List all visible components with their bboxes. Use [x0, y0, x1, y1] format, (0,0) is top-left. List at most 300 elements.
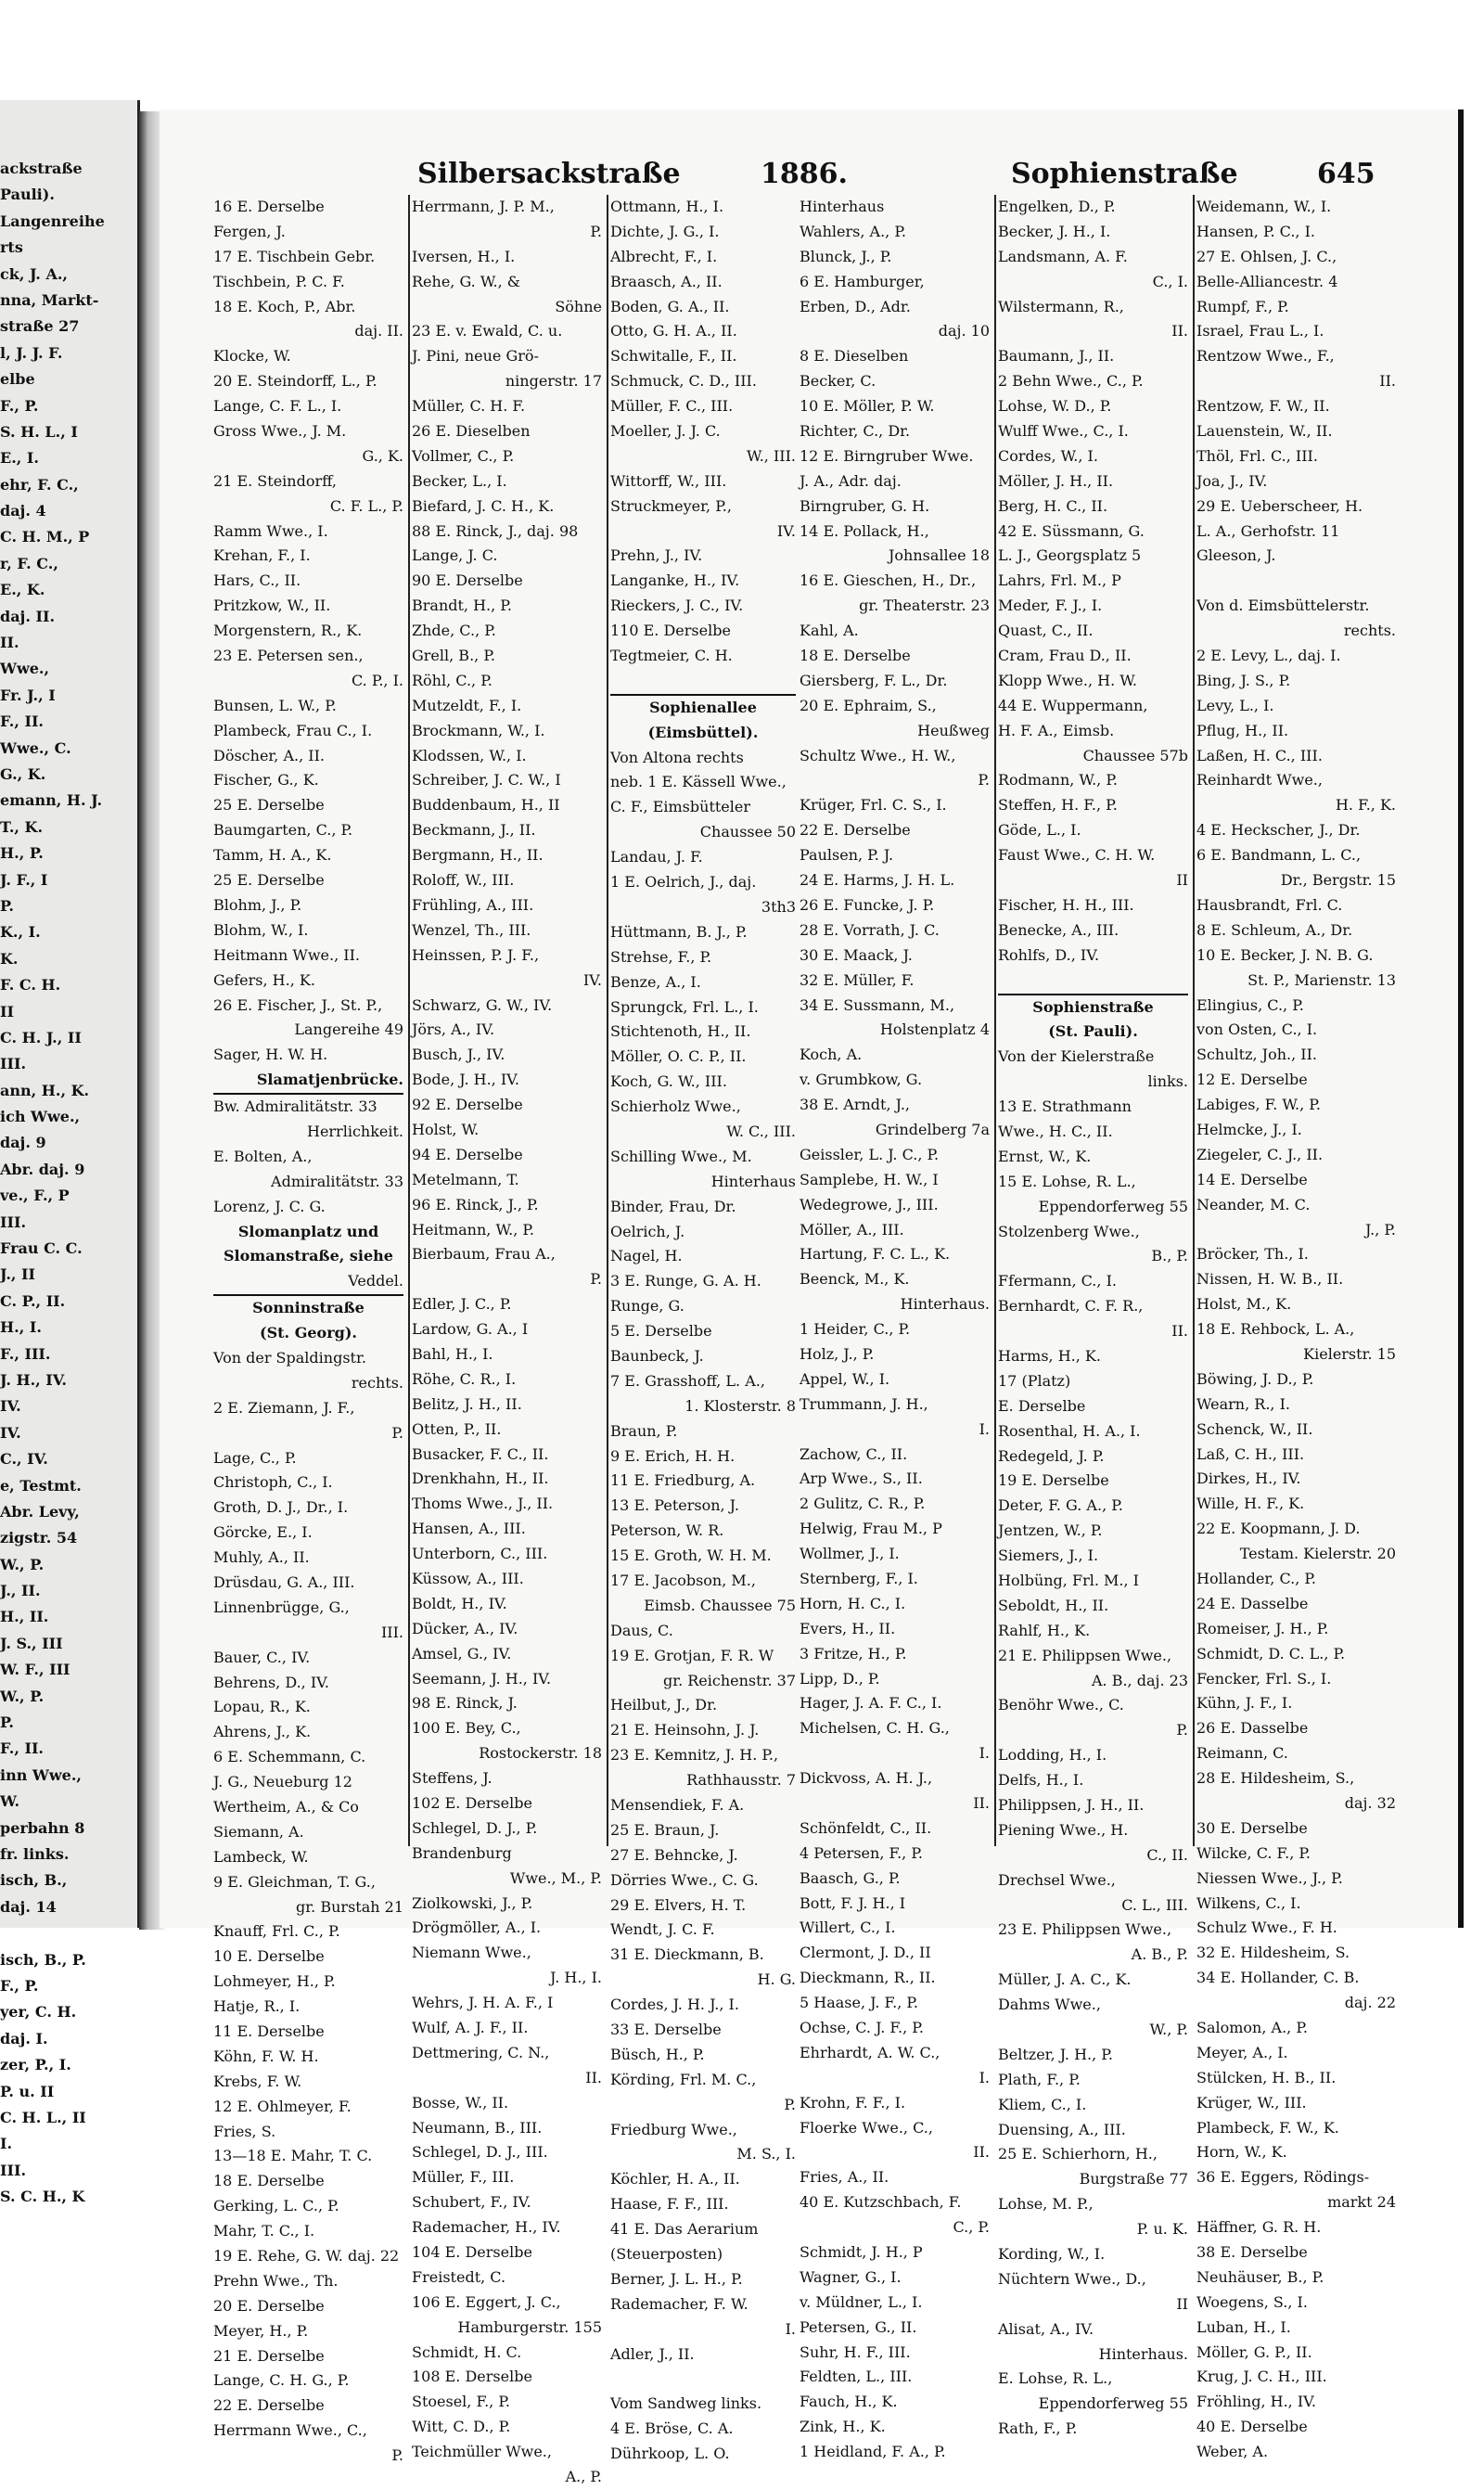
directory-entry: Romeiser, J. H., P. — [1196, 1619, 1329, 1637]
directory-entry: Boden, G. A., II. — [610, 297, 730, 315]
directory-entry: Kielerstr. 15 — [1303, 1344, 1396, 1363]
directory-entry: Haase, F. F., III. — [610, 2195, 729, 2214]
directory-entry: Von der Spaldingstr. — [213, 1348, 366, 1367]
directory-entry: Luban, H., I. — [1196, 2317, 1291, 2336]
left-fragment-line: I. — [0, 2135, 13, 2153]
directory-entry: Hüttmann, B. J., P. — [610, 922, 748, 941]
directory-entry: v. Müldner, L., I. — [800, 2292, 923, 2311]
directory-entry: Klocke, W. — [213, 347, 291, 366]
directory-entry: 28 E. Hildesheim, S., — [1196, 1769, 1355, 1788]
directory-entry: Lohse, M. P., — [998, 2195, 1094, 2214]
directory-entry: 10 E. Becker, J. N. B. G. — [1196, 945, 1374, 964]
directory-entry: Mahr, T. C., I. — [213, 2222, 315, 2240]
directory-entry: C. F. L., P. — [329, 496, 403, 515]
directory-entry: J., P. — [1364, 1220, 1396, 1239]
directory-entry: Schlegel, D. J., III. — [412, 2143, 548, 2162]
directory-entry: Gerking, L. C., P. — [213, 2197, 339, 2215]
street-heading: Sonninstraße — [252, 1299, 365, 1317]
directory-entry: Rentzow Wwe., F., — [1196, 347, 1335, 366]
directory-entry: 26 E. Funcke, J. P. — [800, 895, 935, 914]
left-fragment-line: F., II. — [0, 712, 44, 731]
directory-entry: Rosenthal, H. A., I. — [998, 1421, 1141, 1440]
directory-entry: Bergmann, H., II. — [412, 846, 544, 865]
directory-entry: Blunck, J., P. — [800, 247, 892, 265]
directory-entry: 21 E. Philippsen Wwe., — [998, 1646, 1172, 1664]
directory-entry: Braun, P. — [610, 1421, 678, 1440]
directory-entry: Seboldt, H., II. — [998, 1596, 1109, 1614]
directory-entry: Bott, F. J. H., I — [800, 1893, 906, 1912]
directory-entry: Braasch, A., II. — [610, 272, 723, 290]
directory-entry: Duensing, A., III. — [998, 2120, 1126, 2138]
left-fragment-line: C. P., II. — [0, 1291, 66, 1310]
directory-entry: 20 E. Ephraim, S., — [800, 696, 937, 714]
directory-entry: Hansen, A., III. — [412, 1520, 526, 1538]
directory-entry: II. — [1379, 372, 1396, 391]
left-fragment-line: E., I. — [0, 449, 39, 468]
directory-entry: 104 E. Derselbe — [412, 2243, 532, 2262]
directory-entry: 16 E. Derselbe — [213, 198, 325, 215]
directory-entry: Jentzen, W., P. — [998, 1521, 1103, 1540]
left-fragment-line: Abr. daj. 9 — [0, 1160, 85, 1178]
directory-entry: Zhde, C., P. — [412, 622, 496, 640]
directory-entry: Neumann, B., III. — [412, 2118, 543, 2137]
directory-entry: Bw. Admiralitätstr. 33 — [213, 1097, 377, 1116]
directory-entry: Bierbaum, Frau A., — [412, 1245, 556, 1264]
directory-entry: Heußweg — [917, 721, 990, 739]
directory-entry: 2 Gulitz, C. R., P. — [800, 1495, 926, 1513]
directory-entry: Schilling Wwe., M. — [610, 1147, 752, 1165]
directory-entry: Tischbein, P. C. F. — [213, 272, 345, 290]
directory-entry: A. B., daj. 23 — [1091, 1671, 1188, 1689]
directory-entry: 42 E. Süssmann, G. — [998, 521, 1145, 540]
directory-entry: Busacker, F. C., II. — [412, 1444, 549, 1463]
directory-entry: 10 E. Möller, P. W. — [800, 397, 935, 416]
directory-entry: Schreiber, J. C. W., I — [412, 771, 561, 789]
directory-entry: Dr., Bergstr. 15 — [1280, 871, 1396, 890]
directory-entry: Dörries Wwe., C. G. — [610, 1870, 759, 1889]
directory-entry: 27 E. Behncke, J. — [610, 1845, 738, 1864]
left-fragment-line: H., I. — [0, 1318, 42, 1337]
directory-entry: rechts. — [351, 1373, 403, 1392]
street-heading: Sophienallee — [649, 698, 757, 716]
left-fragment-line: T., K. — [0, 817, 44, 836]
directory-entry: Ehrhardt, A. W. C., — [800, 2043, 940, 2061]
directory-entry: Niemann Wwe., — [412, 1944, 531, 1962]
directory-entry: 13—18 E. Mahr, T. C. — [213, 2147, 373, 2165]
directory-entry: P. — [590, 222, 602, 240]
directory-entry: 12 E. Derselbe — [1196, 1071, 1308, 1089]
left-fragment-line: K. — [0, 949, 19, 968]
directory-entry: C. F., Eimsbütteler — [610, 798, 750, 816]
directory-entry: Von der Kielerstraße — [998, 1047, 1155, 1066]
directory-entry: 1 Heidland, F. A., P. — [800, 2443, 946, 2461]
directory-entry: 8 E. Dieselben — [800, 347, 909, 366]
directory-entry: Siemers, J., I. — [998, 1547, 1099, 1565]
directory-entry — [610, 2367, 796, 2392]
directory-entry: Amsel, G., IV. — [412, 1644, 512, 1662]
directory-entry: 2 E. Ziemann, J. F., — [213, 1398, 355, 1417]
directory-entry: Wilkens, C., I. — [1196, 1893, 1301, 1912]
directory-entry: Bahl, H., I. — [412, 1344, 493, 1363]
directory-entry: Erben, D., Adr. — [800, 297, 911, 315]
directory-entry: C., I. — [1152, 272, 1188, 290]
directory-entry: 22 E. Koopmann, J. D. — [1196, 1520, 1361, 1538]
directory-entry: Landsmann, A. F. — [998, 247, 1128, 265]
directory-entry: B., P. — [1151, 1247, 1188, 1265]
directory-entry: Rehe, G. W., & — [412, 272, 520, 290]
directory-entry: Schmuck, C. D., III. — [610, 372, 757, 391]
directory-entry: Häffner, G. R. H. — [1196, 2218, 1322, 2237]
left-fragment-line: daj. 9 — [0, 1134, 46, 1152]
directory-entry: 34 E. Hollander, C. B. — [1196, 1969, 1360, 1987]
directory-entry: Tegtmeier, C. H. — [610, 647, 733, 665]
directory-entry: Benecke, A., III. — [998, 920, 1119, 939]
directory-entry: Göde, L., I. — [998, 821, 1081, 840]
left-fragment-line: ck, J. A., — [0, 264, 68, 283]
directory-entry: Iversen, H., I. — [412, 247, 516, 265]
directory-entry: Baumann, J., II. — [998, 347, 1115, 366]
directory-entry: Wehrs, J. H. A. F., I — [412, 1994, 554, 2012]
left-fragment-line: fr. links. — [0, 1845, 70, 1863]
directory-entry: 36 E. Eggers, Rödings- — [1196, 2168, 1370, 2187]
directory-entry: P. — [1176, 1721, 1188, 1739]
left-fragment-line: e, Testmt. — [0, 1476, 82, 1495]
left-fragment-line: G., K. — [0, 764, 46, 783]
left-fragment-line: Fr. J., I — [0, 686, 56, 704]
directory-entry: Dichte, J. G., I. — [610, 222, 720, 240]
directory-entry: Grindelberg 7a — [875, 1120, 990, 1138]
left-fragment-line: III. — [0, 1055, 27, 1073]
street-heading: Sophienstraße — [1032, 997, 1154, 1016]
directory-entry: Dirkes, H., IV. — [1196, 1470, 1301, 1488]
left-fragment-line: W., P. — [0, 1687, 45, 1705]
directory-entry: Giersberg, F. L., Dr. — [800, 671, 948, 689]
directory-entry: Krüger, Frl. C. S., I. — [800, 796, 947, 815]
directory-entry: 94 E. Derselbe — [412, 1145, 523, 1163]
directory-entry: 25 E. Derselbe — [213, 796, 325, 815]
directory-entry: Nissen, H. W. B., II. — [1196, 1270, 1344, 1289]
directory-entry: Buddenbaum, H., II — [412, 796, 560, 815]
directory-entry: 26 E. Fischer, J., St. P., — [213, 995, 383, 1014]
directory-entry: Zachow, C., II. — [800, 1444, 908, 1463]
directory-entry: gr. Theaterstr. 23 — [859, 597, 990, 615]
left-fragment-line: II — [0, 1002, 14, 1020]
directory-entry: Gleeson, J. — [1196, 546, 1276, 565]
directory-entry: Admiralitätstr. 33 — [271, 1172, 403, 1190]
directory-entry: J. A., Adr. daj. — [800, 471, 902, 490]
directory-entry: 17 (Platz) — [998, 1371, 1071, 1390]
directory-entry: Albrecht, F., I. — [610, 247, 718, 265]
left-fragment-line: l, J. J. F. — [0, 343, 63, 362]
directory-entry: Vom Sandweg links. — [610, 2394, 762, 2413]
left-fragment-line: straße 27 — [0, 317, 80, 336]
directory-entry: Meder, F. J., I. — [998, 597, 1103, 615]
directory-entry: Döscher, A., II. — [213, 746, 326, 764]
street-heading: Slomanplatz und — [237, 1222, 379, 1240]
directory-entry: gr. Burstah 21 — [296, 1897, 403, 1916]
directory-entry: Lage, C., P. — [213, 1448, 297, 1467]
directory-entry: Gefers, H., K. — [213, 970, 315, 989]
directory-entry: Mutzeldt, F., I. — [412, 696, 522, 714]
directory-entry: 4 Petersen, F., P. — [800, 1843, 923, 1862]
directory-entry: Jörs, A., IV. — [412, 1020, 495, 1039]
directory-entry: Unterborn, C., III. — [412, 1545, 548, 1563]
directory-entry: 41 E. Das Aerarium — [610, 2220, 759, 2239]
directory-entry: 17 E. Tischbein Gebr. — [213, 247, 376, 265]
directory-entry: Prehn, J., IV. — [610, 546, 703, 565]
directory-entry: Koch, A. — [800, 1046, 863, 1064]
directory-entry: Köhn, F. W. H. — [213, 2047, 319, 2065]
left-fragment-line: H., P. — [0, 844, 44, 863]
directory-entry: Ernst, W., K. — [998, 1147, 1092, 1165]
directory-entry: Kahl, A. — [800, 622, 859, 640]
directory-entry: P. — [784, 2095, 796, 2113]
directory-entry: Fries, A., II. — [800, 2168, 889, 2187]
directory-entry: 106 E. Eggert, J. C., — [412, 2292, 561, 2311]
directory-entry: 12 E. Ohlmeyer, F. — [213, 2097, 352, 2115]
left-fragment-line: III. — [0, 1213, 27, 1231]
directory-entry: Möller, G. P., II. — [1196, 2342, 1312, 2361]
directory-entry: Bröcker, Th., I. — [1196, 1245, 1309, 1264]
directory-entry: Berg, H. C., II. — [998, 496, 1108, 515]
directory-entry: II — [1176, 871, 1188, 890]
directory-entry: Johnsallee 18 — [888, 546, 990, 565]
directory-entry: Wwe., H. C., II. — [998, 1122, 1113, 1140]
directory-entry: Hatje, R., I. — [213, 1997, 301, 2016]
directory-entry: 13 E. Peterson, J. — [610, 1496, 739, 1515]
directory-entry: Schenck, W., II. — [1196, 1419, 1313, 1438]
directory-entry: 18 E. Derselbe — [213, 2172, 325, 2190]
directory-entry: 30 E. Derselbe — [1196, 1818, 1308, 1837]
street-heading: Slomanstraße, siehe — [224, 1247, 393, 1265]
directory-entry: Küssow, A., III. — [412, 1569, 524, 1587]
directory-entry: Dücker, A., IV. — [412, 1619, 518, 1637]
directory-entry: Birngruber, G. H. — [800, 496, 930, 515]
left-fragment-line: ackstraße — [0, 160, 83, 177]
directory-entry: Fencker, Frl. S., I. — [1196, 1669, 1332, 1688]
directory-entry: 20 E. Derselbe — [213, 2296, 325, 2315]
directory-entry: Labiges, F. W., P. — [1196, 1096, 1321, 1114]
directory-entry: Köchler, H. A., II. — [610, 2170, 740, 2188]
directory-entry: C. P., I. — [351, 671, 403, 689]
directory-entry: Otten, P., II. — [412, 1419, 502, 1438]
left-fragment-line: F., III. — [0, 1344, 51, 1363]
directory-entry: gr. Reichenstr. 37 — [662, 1671, 796, 1689]
directory-entry: Herrlichkeit. — [306, 1122, 403, 1140]
directory-entry: Stülcken, H. B., II. — [1196, 2068, 1337, 2086]
directory-column-5 — [998, 195, 1188, 2442]
left-fragment-line: S. H. L., I — [0, 422, 78, 441]
directory-entry: Röhe, C. R., I. — [412, 1369, 517, 1388]
directory-entry: Stoesel, F., P. — [412, 2393, 510, 2411]
left-fragment-line: J., II. — [0, 1582, 41, 1600]
left-fragment-line: K., I. — [0, 923, 41, 942]
directory-entry: E. Bolten, A., — [213, 1147, 313, 1165]
left-fragment-line: ehr, F. C., — [0, 475, 79, 494]
directory-entry: 31 E. Dieckmann, B. — [610, 1945, 764, 1964]
left-fragment-line: H., II. — [0, 1608, 49, 1626]
left-fragment-line — [0, 1920, 130, 1946]
directory-column-4 — [800, 195, 990, 2465]
directory-entry: Baumgarten, C., P. — [213, 821, 353, 840]
directory-entry: Busch, J., IV. — [412, 1046, 505, 1064]
left-fragment-line: Langenreihe — [0, 212, 105, 230]
directory-entry: Thöl, Frl. C., III. — [1196, 446, 1318, 465]
directory-entry: Cordes, W., I. — [998, 446, 1098, 465]
directory-entry: Israel, Frau L., I. — [1196, 322, 1324, 340]
directory-entry: Boldt, H., IV. — [412, 1594, 507, 1612]
directory-entry: Koch, G. W., III. — [610, 1072, 727, 1091]
left-fragment-line: daj. II. — [0, 607, 56, 625]
directory-entry: 3th3 — [761, 897, 796, 916]
directory-entry: Brockmann, W., I. — [412, 721, 545, 739]
directory-entry: Deter, F. G. A., P. — [998, 1496, 1123, 1515]
left-fragment-line: zigstr. 54 — [0, 1529, 78, 1547]
directory-entry: 98 E. Rinck, J. — [412, 1694, 518, 1713]
directory-entry: Piening Wwe., H. — [998, 1820, 1129, 1839]
directory-entry: Engelken, D., P. — [998, 198, 1116, 215]
directory-entry: Bode, J. H., IV. — [412, 1071, 519, 1089]
directory-entry: Belitz, J. H., II. — [412, 1394, 522, 1413]
directory-column-2 — [412, 195, 602, 2490]
directory-entry: Holz, J., P. — [800, 1344, 875, 1363]
directory-entry: Schwarz, G. W., IV. — [412, 995, 553, 1014]
directory-entry: Wwe., M., P. — [509, 1868, 602, 1887]
directory-entry: Lorenz, J. C. G. — [213, 1197, 326, 1215]
directory-entry: Clermont, J. D., II — [800, 1944, 931, 1962]
directory-entry: 6 E. Hamburger, — [800, 272, 925, 290]
directory-entry: Körding, Frl. M. C., — [610, 2070, 757, 2088]
directory-entry: P. — [391, 1423, 403, 1442]
directory-entry: Kording, W., I. — [998, 2245, 1106, 2264]
directory-entry — [1196, 569, 1396, 594]
left-fragment-line: F. C. H. — [0, 976, 61, 995]
directory-entry: II — [1176, 2294, 1188, 2313]
directory-entry: Reimann, C. — [1196, 1744, 1288, 1763]
directory-entry: 12 E. Birngruber Wwe. — [800, 446, 974, 465]
directory-entry: E. Lohse, R. L., — [998, 2369, 1113, 2388]
directory-entry: Beckmann, J., II. — [412, 821, 536, 840]
directory-entry: Niessen Wwe., J., P. — [1196, 1868, 1343, 1887]
directory-entry: Stichtenoth, H., II. — [610, 1022, 751, 1041]
directory-entry: Laßen, H. C., III. — [1196, 746, 1323, 764]
directory-entry: 5 Haase, J. F., P. — [800, 1994, 918, 2012]
directory-entry: A. B., P. — [1131, 1945, 1188, 1964]
directory-entry: P. — [391, 2446, 403, 2465]
directory-entry: Binder, Frau, Dr. — [610, 1197, 736, 1215]
directory-entry: 1. Klosterstr. 8 — [684, 1396, 796, 1415]
directory-entry: Fröhling, H., IV. — [1196, 2393, 1317, 2411]
directory-entry: 26 E. Dasselbe — [1196, 1719, 1309, 1738]
directory-entry: Schultz, Joh., II. — [1196, 1046, 1318, 1064]
directory-entry: Nüchtern Wwe., D., — [998, 2269, 1146, 2288]
directory-entry: Willert, C., I. — [800, 1919, 896, 1937]
directory-entry: 102 E. Derselbe — [412, 1794, 532, 1812]
directory-entry: Heitmann Wwe., II. — [213, 945, 360, 964]
directory-entry: Dickvoss, A. H. J., — [800, 1769, 933, 1788]
directory-entry: Herrmann, J. P. M., — [412, 198, 555, 215]
directory-entry: Sternberg, F., I. — [800, 1569, 918, 1587]
directory-entry: Wittorff, W., III. — [610, 471, 727, 490]
directory-entry: v. Grumbkow, G. — [800, 1071, 923, 1089]
left-fragment-line: yer, C. H. — [0, 2003, 77, 2022]
directory-entry: 27 E. Ohlsen, J. C., — [1196, 247, 1337, 265]
directory-entry: Samplebe, H. W., I — [800, 1170, 939, 1188]
directory-entry: Friedburg Wwe., — [610, 2120, 737, 2138]
directory-entry: Stolzenberg Wwe., — [998, 1222, 1140, 1240]
directory-entry: Weidemann, W., I. — [1196, 198, 1332, 215]
directory-entry: Suhr, H. F., III. — [800, 2342, 911, 2361]
left-fragment-line: inn Wwe., — [0, 1765, 82, 1784]
directory-entry: C., II. — [1146, 1845, 1188, 1864]
directory-entry: Grell, B., P. — [412, 647, 495, 665]
directory-entry: Schubert, F., IV. — [412, 2193, 531, 2212]
directory-entry: Otto, G. H. A., II. — [610, 322, 737, 340]
directory-entry: Evers, H., II. — [800, 1619, 896, 1637]
left-fragment-line: II. — [0, 634, 19, 652]
directory-entry: Lahrs, Frl. M., P — [998, 571, 1121, 590]
directory-entry: 24 E. Harms, J. H. L. — [800, 871, 955, 890]
directory-entry: 22 E. Derselbe — [213, 2396, 325, 2415]
left-fragment-line: daj. I. — [0, 2029, 48, 2047]
directory-entry: markt 24 — [1327, 2193, 1396, 2212]
left-fragment-line: C. H. L., II — [0, 2108, 86, 2126]
directory-entry: Klodssen, W., I. — [412, 746, 527, 764]
directory-entry: 30 E. Maack, J. — [800, 945, 913, 964]
directory-entry: Paulsen, P. J. — [800, 846, 894, 865]
directory-entry: Müller, F. C., III. — [610, 397, 734, 416]
directory-entry: Witt, C. D., P. — [412, 2418, 511, 2436]
directory-entry: 44 E. Wuppermann, — [998, 696, 1148, 714]
directory-entry: 11 E. Friedburg, A. — [610, 1471, 756, 1490]
left-fragment-line: perbahn 8 — [0, 1818, 85, 1837]
left-fragment-line: Frau C. C. — [0, 1239, 83, 1258]
directory-entry: III. — [380, 1623, 403, 1641]
directory-entry: daj. 22 — [1344, 1994, 1396, 2012]
directory-entry: Rath, F., P. — [998, 2419, 1078, 2438]
directory-entry: J. Pini, neue Grö- — [412, 347, 539, 366]
directory-entry: 14 E. Derselbe — [1196, 1170, 1308, 1188]
left-fragment-line: W. — [0, 1792, 20, 1811]
directory-entry: Salomon, A., P. — [1196, 2019, 1308, 2037]
directory-entry: 34 E. Sussmann, M., — [800, 995, 955, 1014]
directory-entry: 25 E. Braun, J. — [610, 1820, 720, 1839]
directory-entry: 92 E. Derselbe — [412, 1096, 523, 1114]
directory-entry: P. — [978, 771, 990, 789]
directory-entry: Tamm, H. A., K. — [213, 846, 332, 865]
directory-entry: Adler, J., II. — [610, 2344, 695, 2363]
directory-entry: Fergen, J. — [213, 222, 286, 240]
left-fragment-line: daj. 4 — [0, 502, 46, 520]
left-fragment-line: C. H. J., II — [0, 1028, 82, 1046]
directory-entry: 23 E. v. Ewald, C. u. — [412, 322, 563, 340]
left-fragment-line: P. — [0, 896, 14, 915]
directory-entry: Benze, A., I. — [610, 972, 701, 991]
directory-entry: Nagel, H. — [610, 1247, 683, 1265]
directory-entry: Groth, D. J., Dr., I. — [213, 1498, 349, 1517]
directory-entry: Laß, C. H., III. — [1196, 1444, 1305, 1463]
left-fragment-line: E., K. — [0, 581, 45, 599]
directory-entry: 28 E. Vorrath, J. C. — [800, 920, 940, 939]
directory-entry: Görcke, E., I. — [213, 1523, 313, 1542]
directory-entry: Redegeld, J. P. — [998, 1446, 1105, 1465]
directory-entry: Hartung, F. C. L., K. — [800, 1245, 951, 1264]
directory-entry: Schwitalle, F., II. — [610, 347, 737, 366]
directory-entry: 20 E. Steindorff, L., P. — [213, 372, 377, 391]
directory-entry: Hars, C., II. — [213, 571, 301, 590]
directory-entry: Lodding, H., I. — [998, 1746, 1107, 1765]
directory-entry: Kliem, C., I. — [998, 2095, 1087, 2113]
